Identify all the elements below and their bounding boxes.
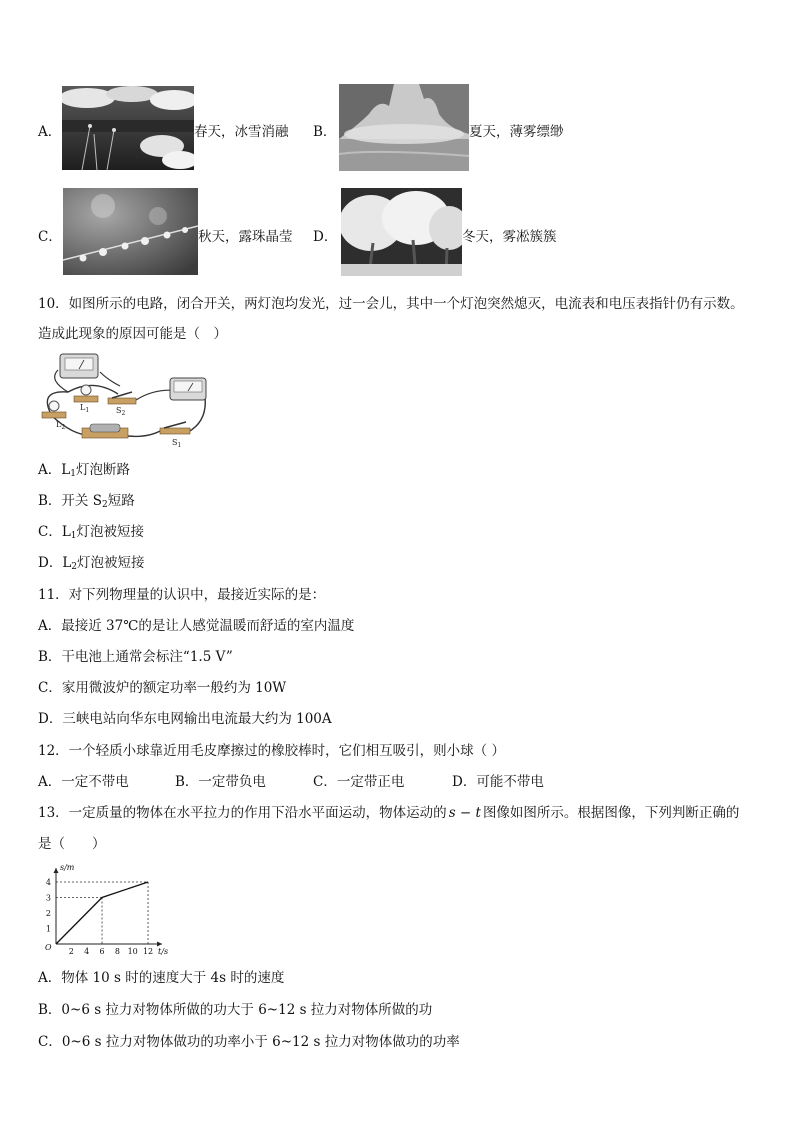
q11-stem: 11．对下列物理量的认识中，最接近实际的是： bbox=[38, 587, 326, 603]
q9-option-c-caption: 秋天，露珠晶莹 bbox=[198, 229, 293, 245]
q9-option-b-caption: 夏天，薄雾缥缈 bbox=[469, 124, 564, 140]
dew-drops-photo bbox=[63, 188, 198, 275]
y-tick-label: 3 bbox=[45, 893, 51, 903]
q12-option-d: D．可能不带电 bbox=[452, 774, 544, 790]
q9-option-d-caption: 冬天，雾凇簇簇 bbox=[462, 229, 557, 245]
x-axis-arrow bbox=[157, 942, 162, 947]
l2-label: $L_2$ bbox=[56, 420, 66, 431]
rime-trees-photo bbox=[341, 188, 462, 276]
q13-stem-line1: 13．一定质量的物体在水平拉力的作用下沿水平面运动，物体运动的 s − t 图像如图所示。根据图像，下列判断正确的 bbox=[38, 805, 740, 821]
y-axis-arrow bbox=[54, 868, 59, 873]
s2-label: $S_2$ bbox=[116, 406, 126, 417]
x-axis-label: t/s bbox=[158, 947, 169, 956]
x-tick-label: 12 bbox=[142, 947, 154, 956]
q13-option-c: C．0~6 s 拉力对物体做功的功率小于 6~12 s 拉力对物体做功的功率 bbox=[38, 1034, 460, 1050]
misty-river-photo bbox=[339, 84, 469, 171]
y-tick-label: 1 bbox=[45, 924, 51, 934]
q10-stem-line1: 10．如图所示的电路，闭合开关，两灯泡均发光，过一会儿，其中一个灯泡突然熄灭，电流表和电压表指针仍有示数。 bbox=[38, 296, 744, 312]
s1-label: $S_1$ bbox=[172, 438, 182, 449]
q10-option-c: C．$L_1$灯泡被短接 bbox=[38, 524, 145, 541]
q12-option-c: C．一定带正电 bbox=[313, 774, 405, 790]
q9-option-c-letter: C． bbox=[38, 229, 62, 245]
st-graph bbox=[38, 856, 178, 956]
q10-stem-line2: 造成此现象的原因可能是（ ） bbox=[38, 326, 227, 342]
x-tick-label: 4 bbox=[84, 947, 90, 956]
y-axis-label: s/m bbox=[60, 863, 75, 872]
circuit-diagram bbox=[38, 350, 210, 450]
q10-option-a: A．$L_1$灯泡断路 bbox=[38, 462, 130, 479]
q9-option-a-letter: A． bbox=[38, 124, 62, 140]
l1-label: $L_1$ bbox=[80, 403, 90, 414]
q12-stem: 12．一个轻质小球靠近用毛皮摩擦过的橡胶棒时，它们相互吸引，则小球（ ） bbox=[38, 743, 505, 759]
q12-option-b: B．一定带负电 bbox=[175, 774, 266, 790]
origin-label: O bbox=[45, 943, 52, 952]
q13-option-b: B．0~6 s 拉力对物体所做的功大于 6~12 s 拉力对物体所做的功 bbox=[38, 1002, 433, 1018]
q11-option-c: C．家用微波炉的额定功率一般约为 10W bbox=[38, 680, 287, 696]
q9-option-a-caption: 春天，冰雪消融 bbox=[194, 124, 289, 140]
x-tick-label: 6 bbox=[99, 947, 105, 956]
q13-stem-line2: 是（ ） bbox=[38, 836, 106, 852]
x-tick-label: 10 bbox=[127, 947, 138, 956]
x-tick-label: 2 bbox=[68, 947, 74, 956]
q11-option-d: D．三峡电站向华东电网输出电流最大约为 100A bbox=[38, 711, 332, 727]
q12-option-a: A．一定不带电 bbox=[38, 774, 129, 790]
q10-option-d: D．$L_2$灯泡被短接 bbox=[38, 555, 145, 572]
q9-option-b-letter: B． bbox=[313, 124, 337, 140]
q11-option-a: A．最接近 37℃的是让人感觉温暖而舒适的室内温度 bbox=[38, 618, 355, 634]
snow-melting-photo bbox=[62, 86, 194, 170]
x-tick-label: 8 bbox=[114, 947, 120, 956]
q13-option-a: A．物体 10 s 时的速度大于 4s 时的速度 bbox=[38, 970, 285, 986]
q10-option-b: B．开关 $S_2$短路 bbox=[38, 493, 135, 510]
q9-option-d-letter: D． bbox=[313, 229, 338, 245]
q11-option-b: B．干电池上通常会标注“1.5 V” bbox=[38, 649, 233, 665]
y-tick-label: 2 bbox=[45, 909, 51, 918]
y-tick-label: 4 bbox=[45, 878, 51, 887]
